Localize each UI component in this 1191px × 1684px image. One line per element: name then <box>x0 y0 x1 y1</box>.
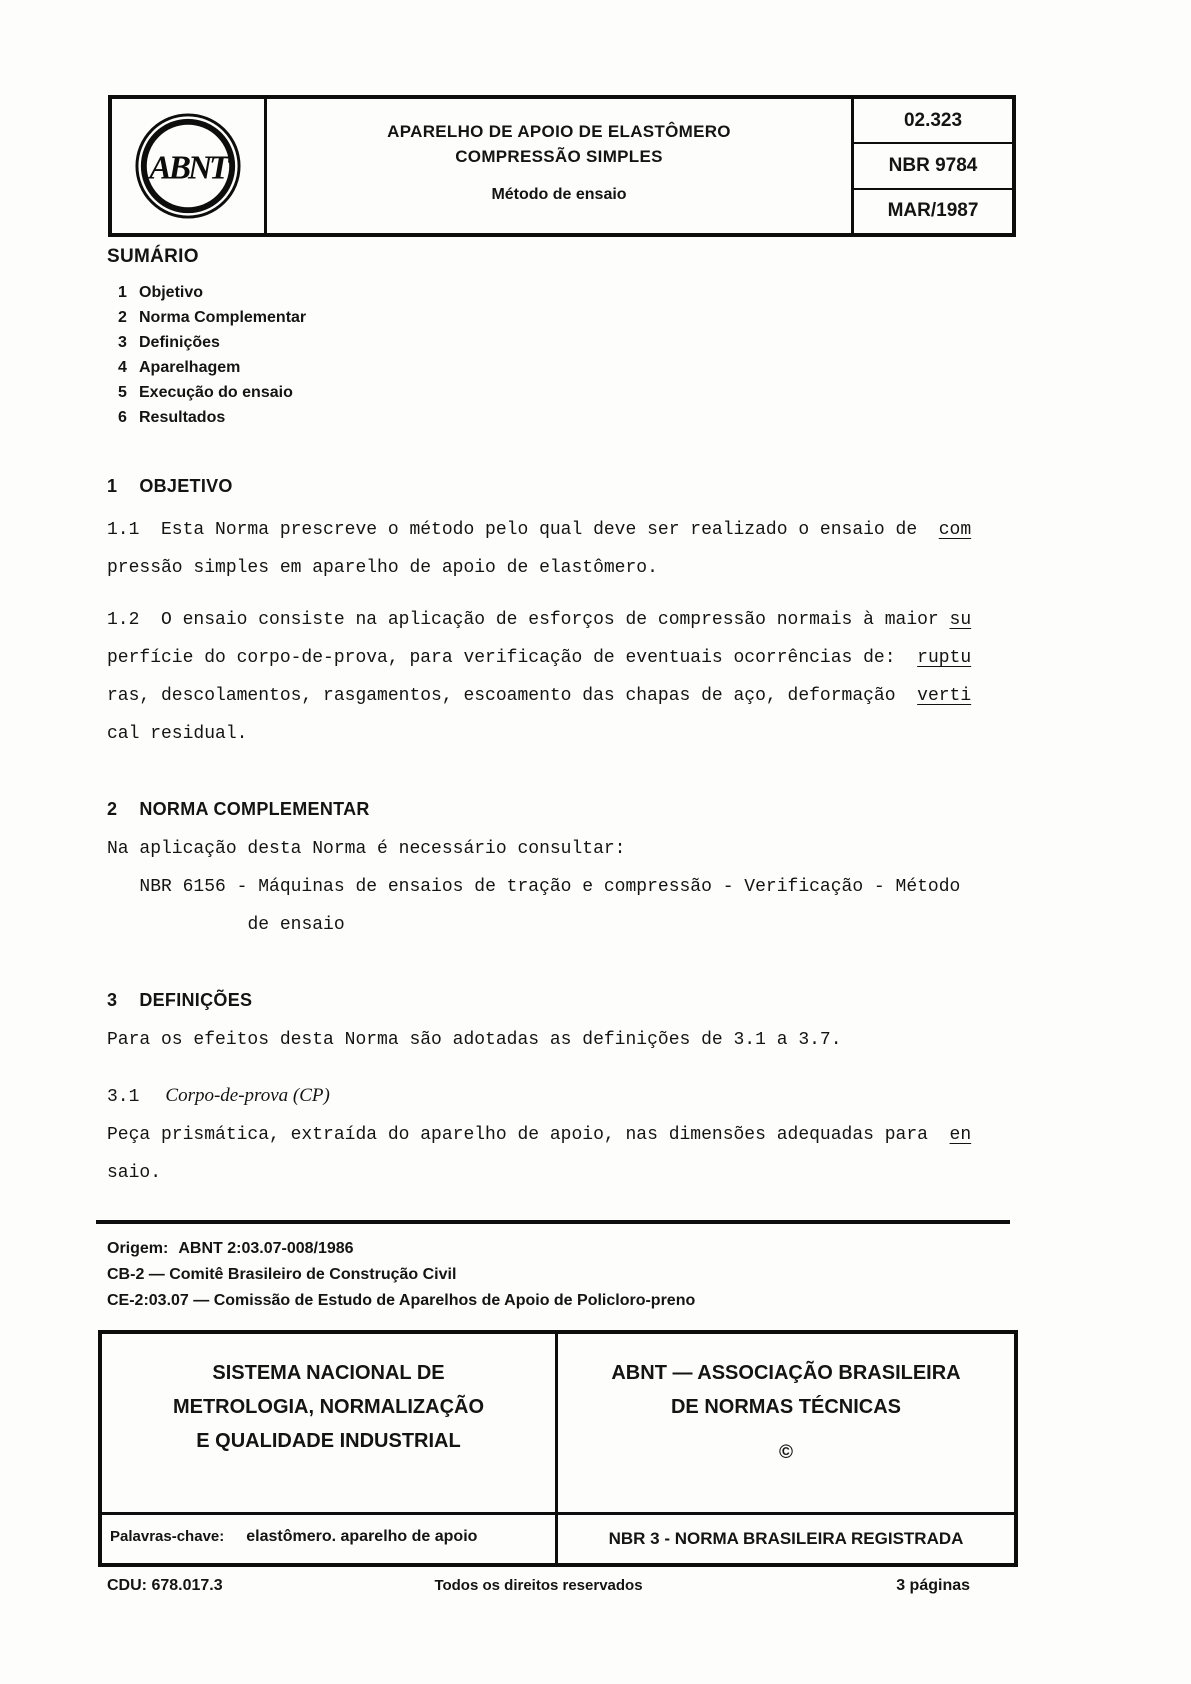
keywords-value: elastômero. aparelho de apoio <box>246 1528 478 1545</box>
summary-item <box>107 305 1010 330</box>
body-line <box>107 1154 1010 1192</box>
definition-number: 3.1 <box>107 1087 140 1107</box>
summary-item-label: Definições <box>139 334 220 351</box>
document-title-line2: COMPRESSÃO SIMPLES <box>455 147 663 166</box>
hyphenated-word: su <box>949 610 972 630</box>
section-number: 1 <box>107 476 118 496</box>
body-line: de ensaio <box>107 915 345 935</box>
paragraph-definicoes-intro <box>107 1021 1010 1059</box>
section-heading-definicoes <box>107 990 1010 1011</box>
line-text: 1.2 O ensaio consiste na aplicação de esforços de compressão normais à maior <box>107 610 950 630</box>
summary-item <box>107 330 1010 355</box>
footer-sinmetro-cell <box>102 1334 558 1512</box>
origem-cb-line: CB-2 — Comitê Brasileiro de Construção Civil <box>107 1266 457 1283</box>
bottom-row <box>107 1577 1010 1595</box>
copyright-icon: © <box>779 1442 793 1463</box>
body-line <box>107 639 1010 677</box>
abnt-logo <box>112 99 267 233</box>
header-title-block <box>267 99 851 233</box>
abnt-logo-icon <box>134 112 242 220</box>
summary-item <box>107 280 1010 305</box>
footer-abnt-line1: ABNT — ASSOCIAÇÃO BRASILEIRA <box>611 1362 961 1384</box>
registered-norm-cell: NBR 3 - NORMA BRASILEIRA REGISTRADA <box>558 1512 1014 1563</box>
hyphenated-word: ruptu <box>917 648 972 668</box>
summary-list <box>107 280 1010 430</box>
footer-abnt-cell <box>558 1334 1014 1512</box>
origem-ce-line: CE-2:03.07 — Comissão de Estudo de Aparelhos de Apoio de Policloro-preno <box>107 1292 696 1309</box>
paragraph-1-1 <box>107 511 1010 587</box>
norm-number: NBR 9784 <box>854 142 1012 187</box>
body-line <box>107 511 1010 549</box>
origem-block <box>107 1236 1010 1314</box>
origem-line <box>107 1236 1010 1262</box>
line-text: perfície do corpo-de-prova, para verificação de eventuais ocorrências de: <box>107 648 918 668</box>
header <box>108 95 1016 237</box>
line-text: Peça prismática, extraída do aparelho de apoio, nas dimensões adequadas para <box>107 1125 950 1145</box>
summary-item-label: Execução do ensaio <box>139 384 293 401</box>
summary-item-number: 2 <box>118 309 127 326</box>
origem-divider <box>96 1220 1010 1224</box>
line-text: saio. <box>107 1163 162 1183</box>
cdu-code: CDU: 678.017.3 <box>107 1577 223 1594</box>
body-line <box>107 601 1010 639</box>
summary-item-label: Norma Complementar <box>139 309 307 326</box>
section-number: 3 <box>107 990 118 1010</box>
footer-abnt-line2: DE NORMAS TÉCNICAS <box>670 1396 901 1418</box>
origem-value: ABNT 2:03.07-008/1986 <box>178 1240 354 1257</box>
body-line: Na aplicação desta Norma é necessário consultar: <box>107 839 626 859</box>
classification-code: 02.323 <box>903 109 963 131</box>
summary-item-label: Resultados <box>139 409 226 426</box>
hyphenated-word: verti <box>917 686 972 706</box>
summary-item-number: 6 <box>118 409 127 426</box>
body-line <box>107 549 1010 587</box>
summary-item-label: Aparelhagem <box>139 359 241 376</box>
page-count: 3 páginas <box>896 1577 971 1594</box>
document-title-line1: APARELHO DE APOIO DE ELASTÔMERO <box>387 122 731 141</box>
body-line <box>107 677 1010 715</box>
footer-sinmetro-line3: E QUALIDADE INDUSTRIAL <box>196 1430 461 1452</box>
summary-item-label: Objetivo <box>139 284 204 301</box>
section-heading-objetivo <box>107 476 1010 497</box>
section-title: OBJETIVO <box>139 476 233 496</box>
line-text: 1.1 Esta Norma prescreve o método pelo qual deve ser realizado o ensaio de <box>107 520 939 540</box>
body-line <box>107 1116 1010 1154</box>
summary-item-number: 4 <box>118 359 127 376</box>
paragraph-norma <box>107 830 1010 944</box>
definition-term: Corpo-de-prova (CP) <box>165 1085 330 1106</box>
body-line: Para os efeitos desta Norma são adotadas as definições de 3.1 a 3.7. <box>107 1030 842 1050</box>
keywords-cell <box>102 1512 558 1563</box>
document-subtitle: Método de ensaio <box>491 186 627 203</box>
norm-date: MAR/1987 <box>854 188 1012 233</box>
paragraph-1-2 <box>107 601 1010 753</box>
body-line: NBR 6156 - Máquinas de ensaios de tração e compressão - Verificação - Método <box>107 877 961 897</box>
summary-title: SUMÁRIO <box>107 246 199 267</box>
footer-table <box>98 1330 1018 1567</box>
hyphenated-word: en <box>949 1125 972 1145</box>
section-title: DEFINIÇÕES <box>139 990 253 1010</box>
hyphenated-word: com <box>938 520 972 540</box>
section-heading-norma-complementar <box>107 799 1010 820</box>
summary-item-number: 3 <box>118 334 127 351</box>
abnt-logo-text: ABNT <box>149 149 227 187</box>
summary-item <box>107 355 1010 380</box>
section-title: NORMA COMPLEMENTAR <box>139 799 370 819</box>
body-line <box>107 715 1010 753</box>
rights-notice: Todos os direitos reservados <box>434 1577 643 1594</box>
line-text: ras, descolamentos, rasgamentos, escoamento das chapas de aço, deformação <box>107 686 918 706</box>
origem-label: Origem: <box>107 1240 169 1257</box>
keywords-label: Palavras-chave: <box>110 1528 225 1545</box>
summary-item-number: 5 <box>118 384 127 401</box>
summary-item <box>107 380 1010 405</box>
summary-item-number: 1 <box>118 284 127 301</box>
summary-item <box>107 405 1010 430</box>
paragraph-definicao-corpo <box>107 1116 1010 1192</box>
definition-3-1 <box>107 1077 1010 1116</box>
line-text: cal residual. <box>107 724 248 744</box>
footer-sinmetro-line2: METROLOGIA, NORMALIZAÇÃO <box>172 1396 485 1418</box>
footer-sinmetro-line1: SISTEMA NACIONAL DE <box>212 1362 445 1384</box>
header-code-block <box>851 99 1012 233</box>
section-number: 2 <box>107 799 118 819</box>
line-text: pressão simples em aparelho de apoio de elastômero. <box>107 558 658 578</box>
document-body <box>107 246 1010 1595</box>
